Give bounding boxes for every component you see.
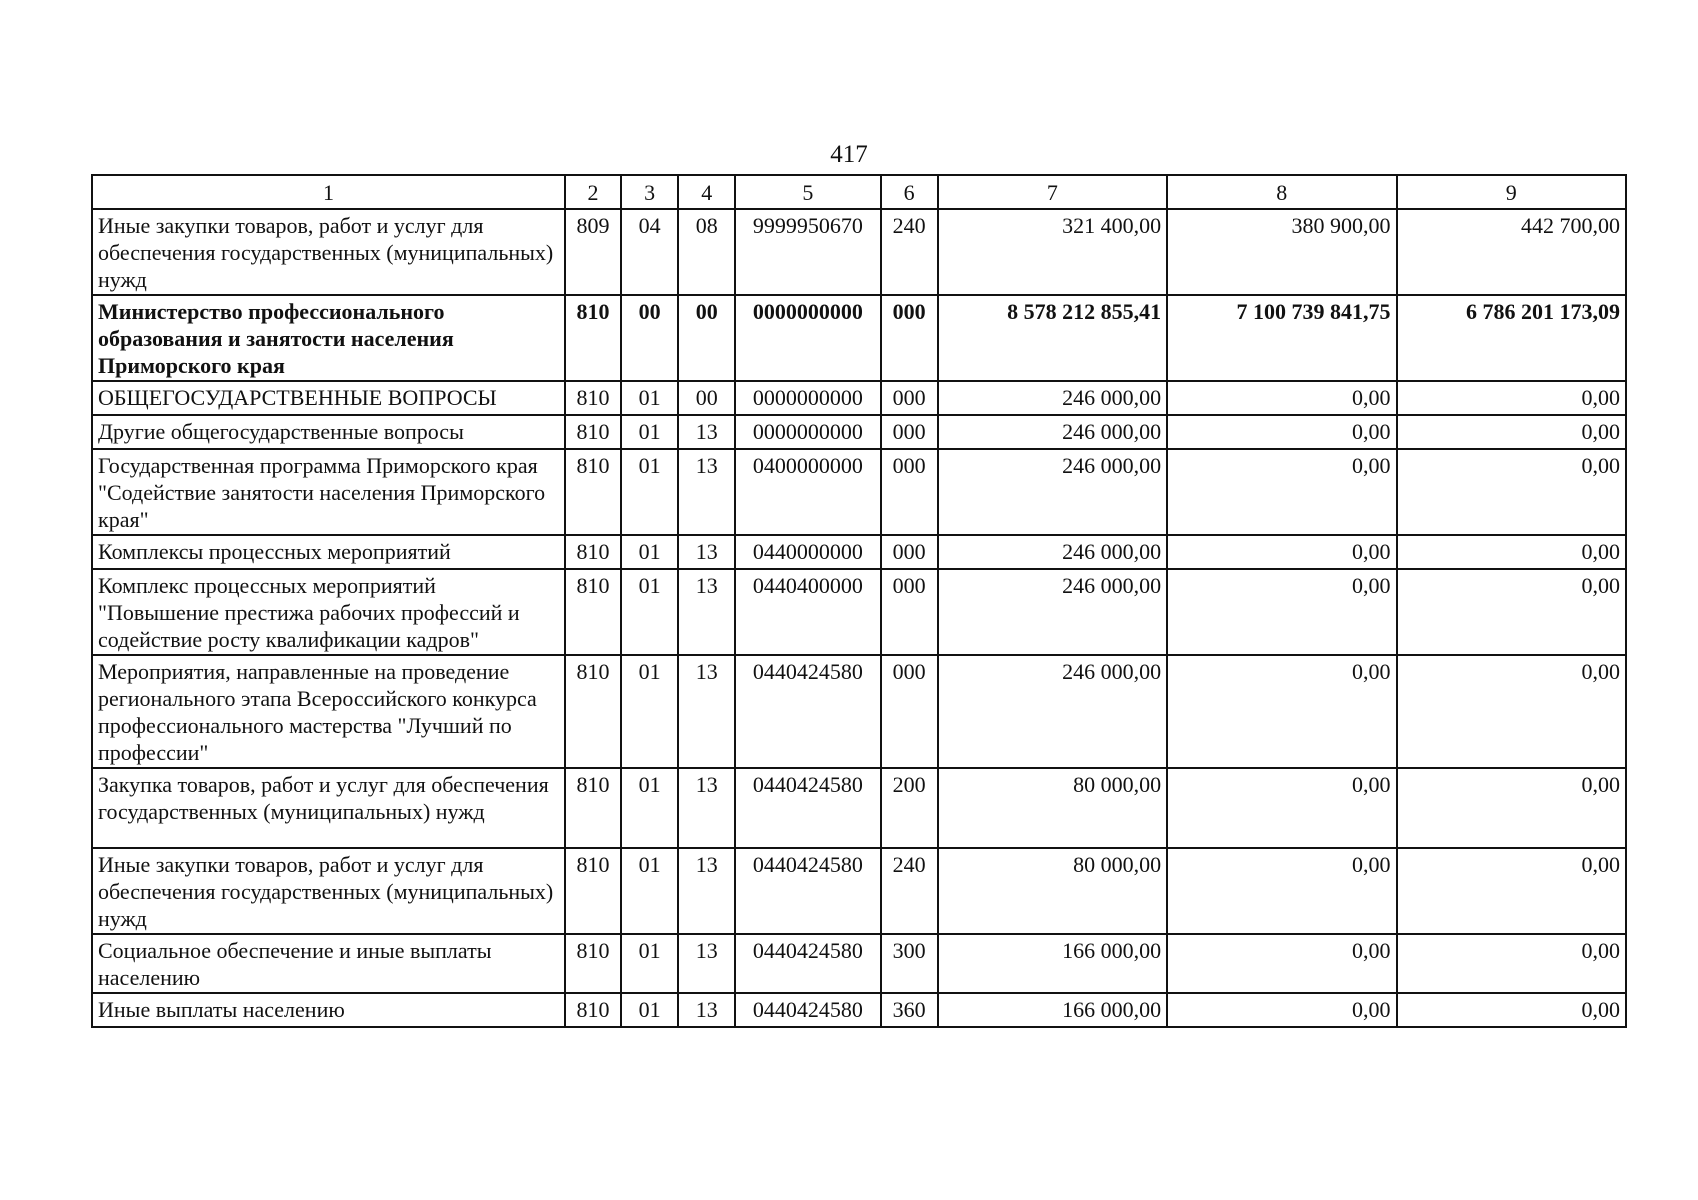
- column-header-4: 4: [678, 175, 735, 209]
- header-row: [92, 175, 1626, 209]
- row-name: Другие общегосударственные вопросы: [92, 415, 565, 449]
- row-name: Министерство профессионального образования и занятости населения Приморского края: [92, 295, 565, 381]
- column-header-5: 5: [735, 175, 880, 209]
- row-code-4: 13: [678, 655, 735, 768]
- row-code-4: 13: [678, 569, 735, 655]
- row-amount-8: 0,00: [1167, 993, 1396, 1027]
- row-code-5: 0440424580: [735, 934, 880, 993]
- row-code-2: 809: [565, 209, 621, 295]
- row-code-2: 810: [565, 768, 621, 848]
- table-row: [92, 415, 1626, 449]
- row-code-5: 0440000000: [735, 535, 880, 569]
- row-amount-7: 246 000,00: [938, 415, 1167, 449]
- row-code-2: 810: [565, 569, 621, 655]
- row-code-4: 13: [678, 848, 735, 934]
- row-amount-8: 0,00: [1167, 535, 1396, 569]
- row-code-5: 0000000000: [735, 415, 880, 449]
- table-row: [92, 934, 1626, 993]
- table-row: [92, 993, 1626, 1027]
- row-code-5: 0000000000: [735, 381, 880, 415]
- row-code-2: 810: [565, 993, 621, 1027]
- row-code-3: 01: [621, 934, 678, 993]
- row-code-4: 13: [678, 449, 735, 535]
- row-name: Государственная программа Приморского края "Содействие занятости населения Приморского края": [92, 449, 565, 535]
- row-name: Иные закупки товаров, работ и услуг для обеспечения государственных (муниципальных) нужд: [92, 209, 565, 295]
- row-amount-9: 0,00: [1397, 569, 1626, 655]
- row-code-2: 810: [565, 295, 621, 381]
- row-amount-7: 321 400,00: [938, 209, 1167, 295]
- row-amount-9: 0,00: [1397, 934, 1626, 993]
- row-name: Комплекс процессных мероприятий "Повышение престижа рабочих профессий и содействие росту квалификации кадров": [92, 569, 565, 655]
- row-amount-9: 442 700,00: [1397, 209, 1626, 295]
- row-amount-7: 80 000,00: [938, 768, 1167, 848]
- row-code-5: 0440424580: [735, 993, 880, 1027]
- row-amount-7: 8 578 212 855,41: [938, 295, 1167, 381]
- row-code-3: 01: [621, 655, 678, 768]
- row-code-3: 01: [621, 848, 678, 934]
- table-row: [92, 569, 1626, 655]
- row-code-4: 13: [678, 768, 735, 848]
- row-code-2: 810: [565, 848, 621, 934]
- row-code-3: 01: [621, 535, 678, 569]
- row-code-6: 000: [881, 535, 938, 569]
- row-code-6: 000: [881, 295, 938, 381]
- row-code-2: 810: [565, 449, 621, 535]
- row-name: Мероприятия, направленные на проведение регионального этапа Всероссийского конкурса профессионального мастерства "Лучший по профессии": [92, 655, 565, 768]
- row-code-6: 000: [881, 655, 938, 768]
- row-name: Иные выплаты населению: [92, 993, 565, 1027]
- row-code-2: 810: [565, 415, 621, 449]
- row-code-4: 13: [678, 934, 735, 993]
- row-code-5: 0440424580: [735, 848, 880, 934]
- row-code-3: 00: [621, 295, 678, 381]
- row-amount-8: 0,00: [1167, 415, 1396, 449]
- table-row: [92, 209, 1626, 295]
- row-amount-9: 0,00: [1397, 655, 1626, 768]
- row-code-3: 01: [621, 993, 678, 1027]
- row-name: ОБЩЕГОСУДАРСТВЕННЫЕ ВОПРОСЫ: [92, 381, 565, 415]
- row-code-3: 01: [621, 381, 678, 415]
- row-amount-8: 0,00: [1167, 934, 1396, 993]
- row-code-5: 0440424580: [735, 768, 880, 848]
- row-code-6: 200: [881, 768, 938, 848]
- table-body: [92, 209, 1626, 1027]
- row-name: Закупка товаров, работ и услуг для обеспечения государственных (муниципальных) нужд: [92, 768, 565, 848]
- row-amount-9: 0,00: [1397, 449, 1626, 535]
- row-code-3: 01: [621, 768, 678, 848]
- row-code-6: 000: [881, 449, 938, 535]
- row-code-3: 01: [621, 569, 678, 655]
- row-amount-7: 246 000,00: [938, 535, 1167, 569]
- column-header-9: 9: [1397, 175, 1626, 209]
- row-amount-7: 166 000,00: [938, 993, 1167, 1027]
- row-code-6: 240: [881, 848, 938, 934]
- column-header-1: 1: [92, 175, 565, 209]
- row-code-6: 000: [881, 569, 938, 655]
- table-row: [92, 768, 1626, 848]
- row-name: Комплексы процессных мероприятий: [92, 535, 565, 569]
- row-amount-9: 6 786 201 173,09: [1397, 295, 1626, 381]
- row-code-2: 810: [565, 655, 621, 768]
- row-code-6: 300: [881, 934, 938, 993]
- row-amount-9: 0,00: [1397, 381, 1626, 415]
- row-code-3: 01: [621, 415, 678, 449]
- row-amount-9: 0,00: [1397, 768, 1626, 848]
- row-code-2: 810: [565, 934, 621, 993]
- row-name: Иные закупки товаров, работ и услуг для обеспечения государственных (муниципальных) нужд: [92, 848, 565, 934]
- row-code-6: 000: [881, 415, 938, 449]
- row-code-6: 360: [881, 993, 938, 1027]
- column-header-3: 3: [621, 175, 678, 209]
- row-amount-9: 0,00: [1397, 848, 1626, 934]
- page-number: 417: [830, 141, 868, 168]
- row-amount-8: 0,00: [1167, 569, 1396, 655]
- row-code-4: 00: [678, 295, 735, 381]
- row-code-4: 08: [678, 209, 735, 295]
- row-amount-7: 246 000,00: [938, 569, 1167, 655]
- row-code-3: 01: [621, 449, 678, 535]
- table-row: [92, 449, 1626, 535]
- row-code-4: 13: [678, 535, 735, 569]
- column-header-6: 6: [881, 175, 938, 209]
- row-code-5: 0440400000: [735, 569, 880, 655]
- row-amount-7: 246 000,00: [938, 381, 1167, 415]
- row-code-2: 810: [565, 381, 621, 415]
- row-amount-7: 80 000,00: [938, 848, 1167, 934]
- table-row: [92, 655, 1626, 768]
- row-amount-8: 0,00: [1167, 848, 1396, 934]
- row-amount-8: 7 100 739 841,75: [1167, 295, 1396, 381]
- row-amount-8: 0,00: [1167, 768, 1396, 848]
- row-code-4: 13: [678, 993, 735, 1027]
- row-code-5: 9999950670: [735, 209, 880, 295]
- row-amount-9: 0,00: [1397, 415, 1626, 449]
- row-amount-9: 0,00: [1397, 535, 1626, 569]
- column-header-2: 2: [565, 175, 621, 209]
- column-header-8: 8: [1167, 175, 1396, 209]
- row-amount-7: 246 000,00: [938, 655, 1167, 768]
- row-code-3: 04: [621, 209, 678, 295]
- row-amount-9: 0,00: [1397, 993, 1626, 1027]
- budget-table: [91, 174, 1627, 1028]
- row-code-5: 0000000000: [735, 295, 880, 381]
- row-code-2: 810: [565, 535, 621, 569]
- row-code-4: 13: [678, 415, 735, 449]
- row-code-5: 0440424580: [735, 655, 880, 768]
- column-header-7: 7: [938, 175, 1167, 209]
- row-amount-7: 246 000,00: [938, 449, 1167, 535]
- table-row: [92, 295, 1626, 381]
- row-amount-7: 166 000,00: [938, 934, 1167, 993]
- row-amount-8: 0,00: [1167, 449, 1396, 535]
- table-row: [92, 381, 1626, 415]
- row-code-5: 0400000000: [735, 449, 880, 535]
- row-name: Социальное обеспечение и иные выплаты населению: [92, 934, 565, 993]
- row-code-4: 00: [678, 381, 735, 415]
- row-code-6: 240: [881, 209, 938, 295]
- table-row: [92, 848, 1626, 934]
- table-row: [92, 535, 1626, 569]
- row-amount-8: 0,00: [1167, 381, 1396, 415]
- row-amount-8: 0,00: [1167, 655, 1396, 768]
- row-amount-8: 380 900,00: [1167, 209, 1396, 295]
- row-code-6: 000: [881, 381, 938, 415]
